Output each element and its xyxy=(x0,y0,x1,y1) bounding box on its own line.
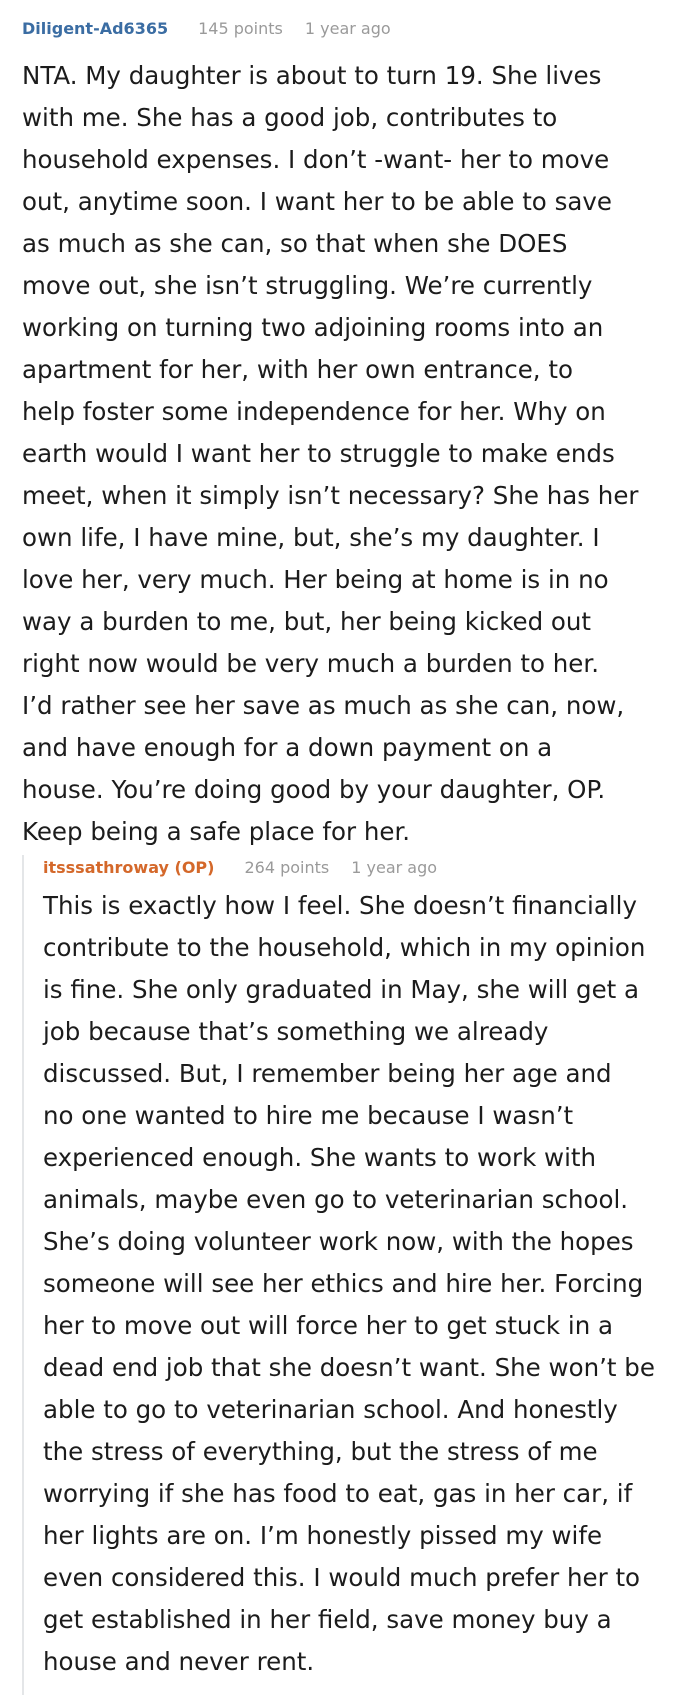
comment-body xyxy=(22,55,682,853)
body-line: as much as she can, so that when she DOES xyxy=(22,229,568,258)
body-line: worrying if she has food to eat, gas in her car, if xyxy=(43,1479,633,1508)
body-line: out, anytime soon. I want her to be able to save xyxy=(22,187,612,216)
body-line: dead end job that she doesn’t want. She won’t be xyxy=(43,1353,655,1382)
body-line: someone will see her ethics and hire her. Forcing xyxy=(43,1269,644,1298)
body-line: animals, maybe even go to veterinarian school. xyxy=(43,1185,629,1214)
reply-comment xyxy=(43,855,693,1683)
reply-points: 264 points xyxy=(244,858,330,877)
body-line: no one wanted to hire me because I wasn’t xyxy=(43,1101,574,1130)
body-line: right now would be very much a burden to her. xyxy=(22,649,599,678)
body-line: meet, when it simply isn’t necessary? She has her xyxy=(22,481,639,510)
body-line: her lights are on. I’m honestly pissed my wife xyxy=(43,1521,603,1550)
body-line: household expenses. I don’t -want- her to move xyxy=(22,145,610,174)
body-line: NTA. My daughter is about to turn 19. She lives xyxy=(22,61,602,90)
body-line: house. You’re doing good by your daughter, OP. xyxy=(22,775,606,804)
body-line: with me. She has a good job, contributes to xyxy=(22,103,558,132)
body-line: She’s doing volunteer work now, with the hopes xyxy=(43,1227,634,1256)
comment-meta xyxy=(22,16,682,42)
reply-author-link[interactable]: itsssathroway (OP) xyxy=(43,858,215,877)
body-line: house and never rent. xyxy=(43,1647,315,1676)
body-line: even considered this. I would much prefer her to xyxy=(43,1563,641,1592)
reply-timestamp[interactable]: 1 year ago xyxy=(351,858,438,877)
comment-timestamp[interactable]: 1 year ago xyxy=(304,19,391,38)
body-line: is fine. She only graduated in May, she will get a xyxy=(43,975,640,1004)
reply-body xyxy=(43,885,693,1683)
body-line: way a burden to me, but, her being kicked out xyxy=(22,607,592,636)
body-line: working on turning two adjoining rooms into an xyxy=(22,313,604,342)
thread-line[interactable] xyxy=(22,855,24,1695)
body-line: own life, I have mine, but, she’s my daughter. I xyxy=(22,523,600,552)
body-line: her to move out will force her to get stuck in a xyxy=(43,1311,614,1340)
body-line: apartment for her, with her own entrance, to xyxy=(22,355,573,384)
comment-author-link[interactable]: Diligent-Ad6365 xyxy=(22,19,169,38)
body-line: get established in her field, save money buy a xyxy=(43,1605,612,1634)
reply-meta xyxy=(43,855,693,881)
body-line: help foster some independence for her. Why on xyxy=(22,397,606,426)
body-line: contribute to the household, which in my opinion xyxy=(43,933,646,962)
body-line: I’d rather see her save as much as she can, now, xyxy=(22,691,625,720)
body-line: This is exactly how I feel. She doesn’t financially xyxy=(43,891,637,920)
body-line: discussed. But, I remember being her age and xyxy=(43,1059,612,1088)
top-comment xyxy=(22,16,682,853)
body-line: and have enough for a down payment on a xyxy=(22,733,553,762)
body-line: Keep being a safe place for her. xyxy=(22,817,411,846)
body-line: the stress of everything, but the stress of me xyxy=(43,1437,598,1466)
body-line: experienced enough. She wants to work with xyxy=(43,1143,597,1172)
body-line: earth would I want her to struggle to make ends xyxy=(22,439,615,468)
comment-points: 145 points xyxy=(198,19,283,38)
body-line: able to go to veterinarian school. And honestly xyxy=(43,1395,618,1424)
body-line: love her, very much. Her being at home is in no xyxy=(22,565,609,594)
body-line: job because that’s something we already xyxy=(43,1017,549,1046)
body-line: move out, she isn’t struggling. We’re currently xyxy=(22,271,593,300)
